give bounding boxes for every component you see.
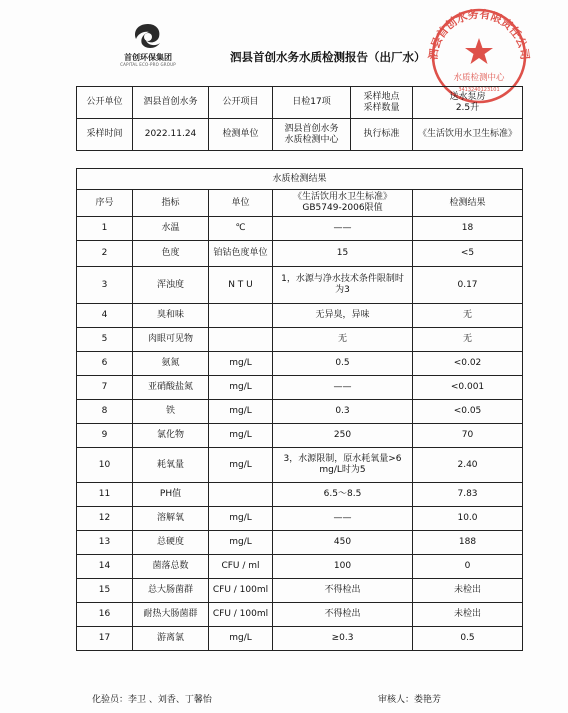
table-row: [77, 448, 523, 483]
logo-name: 首创环保集团: [124, 53, 172, 62]
cell-indicator: 亚硝酸盐氮: [133, 376, 209, 400]
cell-limit: 450: [273, 531, 413, 555]
cell-limit: 不得检出: [273, 603, 413, 627]
sampling-time-value: 2022.11.24: [133, 119, 209, 151]
logo-subtitle: CAPITAL ECO-PRO GROUP: [120, 62, 176, 67]
cell-no: 14: [77, 555, 133, 579]
cell-result: 188: [413, 531, 523, 555]
project-value: 日检17项: [273, 87, 351, 119]
cell-no: 11: [77, 483, 133, 507]
cell-unit: mg/L: [209, 376, 273, 400]
table-row: [77, 217, 523, 241]
table-row: [77, 424, 523, 448]
cell-limit: 250: [273, 424, 413, 448]
section-title: 水质检测结果: [77, 169, 523, 190]
cell-unit: CFU / 100ml: [209, 579, 273, 603]
svg-text:泗县首创水务有限责任公司: 泗县首创水务有限责任公司: [426, 7, 532, 61]
cell-limit: 0.5: [273, 352, 413, 376]
sampling-quantity-value: 2.5升: [455, 102, 480, 113]
cell-unit: mg/L: [209, 448, 273, 483]
cell-result: <0.001: [413, 376, 523, 400]
cell-limit: 6.5～8.5: [273, 483, 413, 507]
cell-no: 17: [77, 627, 133, 651]
cell-no: 8: [77, 400, 133, 424]
cell-unit: mg/L: [209, 352, 273, 376]
cell-indicator: 菌落总数: [133, 555, 209, 579]
publisher-label: 公开单位: [77, 87, 133, 119]
sampling-site-label: 采样地点: [363, 91, 400, 102]
table-row: [77, 352, 523, 376]
cell-result: 未检出: [413, 603, 523, 627]
cell-limit: ≥0.3: [273, 627, 413, 651]
table-row: [77, 555, 523, 579]
cell-unit: [209, 328, 273, 352]
cell-result: 10.0: [413, 507, 523, 531]
table-row: [77, 579, 523, 603]
cell-limit: 3，水源限制，原水耗氧量>6 mg/L时为5: [273, 448, 413, 483]
cell-result: 2.40: [413, 448, 523, 483]
cell-no: 7: [77, 376, 133, 400]
report-title: 泗县首创水务水质检测报告（出厂水）: [230, 50, 426, 64]
cell-unit: mg/L: [209, 400, 273, 424]
col-header-no: 序号: [77, 190, 133, 217]
publisher-value: 泗县首创水务: [133, 87, 209, 119]
col-header-limit: [273, 190, 413, 217]
table-row: [77, 531, 523, 555]
cell-no: 12: [77, 507, 133, 531]
table-row: [77, 328, 523, 352]
testing-unit-line1: 泗县首创水务: [284, 123, 339, 134]
cell-indicator: PH值: [133, 483, 209, 507]
cell-no: 15: [77, 579, 133, 603]
cell-result: 0.5: [413, 627, 523, 651]
cell-limit: 不得检出: [273, 579, 413, 603]
cell-result: 0: [413, 555, 523, 579]
table-row: [77, 603, 523, 627]
company-logo: [100, 22, 196, 68]
cell-indicator: 臭和味: [133, 304, 209, 328]
cell-indicator: 溶解氧: [133, 507, 209, 531]
cell-unit: [209, 304, 273, 328]
cell-unit: [209, 483, 273, 507]
col-header-unit: 单位: [209, 190, 273, 217]
cell-result: <0.05: [413, 400, 523, 424]
cell-limit: 100: [273, 555, 413, 579]
sampling-time-label: 采样时间: [77, 119, 133, 151]
table-row: [77, 507, 523, 531]
standard-label: 执行标准: [351, 119, 413, 151]
cell-no: 2: [77, 241, 133, 267]
cell-result: 70: [413, 424, 523, 448]
reviewer-signature: 审核人：娄艳芳: [378, 695, 442, 705]
testing-unit-value: [273, 119, 351, 151]
testing-unit-label: 检测单位: [209, 119, 273, 151]
sampling-values: [413, 87, 523, 119]
cell-indicator: 耗氧量: [133, 448, 209, 483]
cell-limit: ——: [273, 376, 413, 400]
standard-value: 《生活饮用水卫生标准》: [413, 119, 523, 151]
cell-unit: CFU / ml: [209, 555, 273, 579]
sampling-site-value: 送水泵房: [449, 91, 486, 102]
project-label: 公开项目: [209, 87, 273, 119]
table-row: [77, 304, 523, 328]
cell-limit: 无异臭，异味: [273, 304, 413, 328]
cell-result: 无: [413, 304, 523, 328]
cell-unit: 铂钴色度单位: [209, 241, 273, 267]
table-row: [77, 376, 523, 400]
report-info-table: [76, 86, 523, 151]
cell-unit: ℃: [209, 217, 273, 241]
cell-result: <0.02: [413, 352, 523, 376]
cell-result: <5: [413, 241, 523, 267]
logo-swirl-icon: [131, 22, 165, 52]
table-row: [77, 241, 523, 267]
cell-limit: 15: [273, 241, 413, 267]
cell-no: 10: [77, 448, 133, 483]
testers-signature: 化验员：李卫 、刘香、丁馨怡: [92, 695, 212, 705]
cell-result: 7.83: [413, 483, 523, 507]
cell-no: 16: [77, 603, 133, 627]
sampling-quantity-label: 采样数量: [363, 102, 400, 113]
cell-indicator: 氨氮: [133, 352, 209, 376]
col-header-indicator: 指标: [133, 190, 209, 217]
svg-text:水质检测中心: 水质检测中心: [453, 73, 505, 83]
cell-unit: mg/L: [209, 507, 273, 531]
cell-indicator: 总大肠菌群: [133, 579, 209, 603]
cell-indicator: 色度: [133, 241, 209, 267]
cell-result: 无: [413, 328, 523, 352]
cell-unit: mg/L: [209, 531, 273, 555]
cell-result: 0.17: [413, 267, 523, 304]
col-header-limit-line2: GB5749-2006限值: [302, 203, 383, 213]
cell-no: 3: [77, 267, 133, 304]
table-row: [77, 400, 523, 424]
svg-text:3413240123101: 3413240123101: [458, 87, 500, 93]
cell-indicator: 铁: [133, 400, 209, 424]
cell-unit: N T U: [209, 267, 273, 304]
cell-limit: ——: [273, 507, 413, 531]
table-row: [77, 627, 523, 651]
cell-limit: ——: [273, 217, 413, 241]
cell-no: 6: [77, 352, 133, 376]
cell-indicator: 游离氯: [133, 627, 209, 651]
cell-indicator: 总硬度: [133, 531, 209, 555]
results-table: [76, 168, 523, 651]
cell-indicator: 氯化物: [133, 424, 209, 448]
cell-limit: 1，水源与净水技术条件限制时为3: [273, 267, 413, 304]
col-header-limit-line1: 《生活饮用水卫生标准》: [292, 192, 392, 202]
cell-indicator: 浑浊度: [133, 267, 209, 304]
cell-result: 18: [413, 217, 523, 241]
sampling-labels: [351, 87, 413, 119]
cell-no: 9: [77, 424, 133, 448]
cell-unit: mg/L: [209, 627, 273, 651]
cell-unit: CFU / 100ml: [209, 603, 273, 627]
table-row: [77, 483, 523, 507]
cell-indicator: 耐热大肠菌群: [133, 603, 209, 627]
col-header-result: 检测结果: [413, 190, 523, 217]
cell-no: 5: [77, 328, 133, 352]
cell-indicator: 水温: [133, 217, 209, 241]
testing-unit-line2: 水质检测中心: [284, 134, 339, 145]
cell-unit: mg/L: [209, 424, 273, 448]
table-row: [77, 267, 523, 304]
cell-no: 1: [77, 217, 133, 241]
cell-result: 未检出: [413, 579, 523, 603]
cell-limit: 0.3: [273, 400, 413, 424]
cell-indicator: 肉眼可见物: [133, 328, 209, 352]
cell-no: 13: [77, 531, 133, 555]
cell-limit: 无: [273, 328, 413, 352]
cell-no: 4: [77, 304, 133, 328]
